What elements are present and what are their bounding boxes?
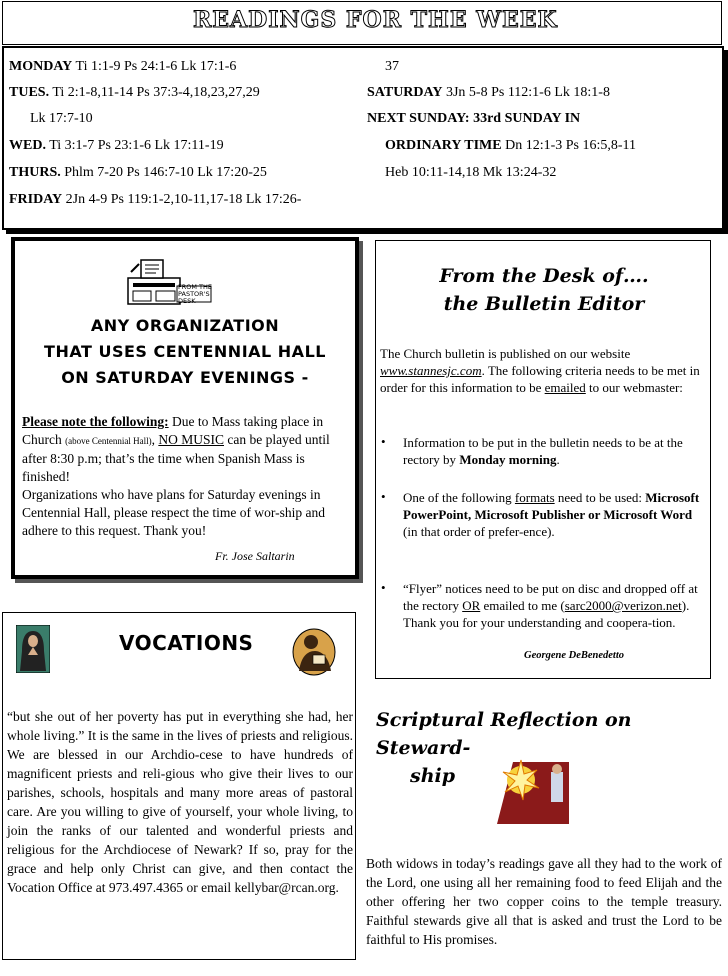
priest-reading-icon bbox=[291, 627, 337, 677]
editor-signature: Georgene DeBenedetto bbox=[524, 650, 625, 661]
pastor-notice-box bbox=[11, 237, 359, 579]
page-title: READINGS FOR THE WEEK bbox=[193, 7, 558, 33]
pastor-signature: Fr. Jose Saltarin bbox=[215, 549, 295, 563]
reflection-heading: Scriptural Reflection on Steward- ship bbox=[376, 709, 632, 787]
vocations-body: “but she out of her poverty has put in everything she had, her whole living.” It is the same in the lives of priests and religious. We are blessed in our Archdio-cese to have hundreds of magnificent priests and reli-gious who give their lives to our parishes, schools, hospitals and many more areas of pastoral care. Are you willing to give of yourself, your whole living, to join the ranks of our talented and wonderful priests and religious for the Archdiocese of Newark? If so, pray for the grace and help only Christ can give, and then contact the Vocation Office at 973.497.4365 or email kellybar@rcan.org. bbox=[7, 709, 353, 895]
day-label: TUES. bbox=[9, 85, 50, 100]
reading-tuesday-cont: Lk 17:7-10 bbox=[30, 111, 93, 126]
reflection-body: Both widows in today’s readings gave all they had to the work of the Lord, one using all her remaining food to feed Elijah and the other offering her two copper coins to the temple treasury. Faithful stewards give all that is asked and trust the Lord to be faithful to His promises. bbox=[366, 856, 722, 947]
bullet-icon: • bbox=[381, 489, 386, 504]
notice-lead: Please note the following: bbox=[22, 414, 169, 429]
day-label: MONDAY bbox=[9, 59, 73, 74]
pastor-notice-body: Please note the following: Due to Mass taking place in Church (above Centennial Hall), NO MUSIC can be played until after 8:30 p.m; that’s the time when Spanish Mass is finished! Organizations who have plans for Saturday evenings in Centennial Hall, please respect the time of wor-ship and adhere to this request. Thank you! bbox=[22, 413, 352, 540]
reading-saturday bbox=[367, 85, 610, 101]
reading-wednesday bbox=[9, 138, 224, 154]
reading-friday bbox=[9, 192, 301, 208]
editor-heading-line-2: the Bulletin Editor bbox=[443, 293, 645, 315]
reading-text: Ti 1:1-9 Ps 24:1-6 Lk 17:1-6 bbox=[72, 59, 237, 74]
day-label: FRIDAY bbox=[9, 192, 63, 207]
no-music-emphasis: NO MUSIC bbox=[158, 432, 224, 447]
bullet-icon: • bbox=[381, 580, 386, 595]
reading-text: Dn 12:1-3 Ps 16:5,8-11 bbox=[501, 138, 637, 153]
readings-box bbox=[2, 46, 724, 230]
reading-text: Ti 3:1-7 Ps 23:1-6 Lk 17:11-19 bbox=[45, 138, 224, 153]
reading-sunday-heading: NEXT SUNDAY: 33rd SUNDAY IN bbox=[367, 111, 581, 126]
bullet-icon: • bbox=[381, 434, 386, 449]
editor-item-formats: One of the following formats need to be used: Microsoft PowerPoint, Microsoft Publisher or Microsoft Word (in that order of prefer-ence). bbox=[403, 490, 700, 539]
praying-nun-icon bbox=[16, 625, 50, 673]
title-box bbox=[2, 1, 722, 45]
editor-intro: The Church bulletin is published on our website www.stannesjc.com. The following criteria needs to be met in order for this information to be emailed to our webmaster: bbox=[380, 346, 700, 395]
reading-tuesday bbox=[9, 85, 260, 101]
reading-text: Ti 2:1-8,11-14 Ps 37:3-4,18,23,27,29 bbox=[49, 85, 260, 100]
editor-thanks: Thank you for your understanding and coopera-tion. bbox=[403, 615, 676, 630]
reading-text: Phlm 7-20 Ps 146:7-10 Lk 17:20-25 bbox=[60, 165, 267, 180]
day-label: THURS. bbox=[9, 165, 61, 180]
bulletin-editor-box bbox=[375, 240, 711, 679]
reading-monday bbox=[9, 59, 236, 75]
day-label: ORDINARY TIME bbox=[385, 138, 502, 153]
editor-item-deadline: Information to be put in the bulletin needs to be at the rectory by Monday morning. bbox=[403, 435, 683, 467]
notice-paragraph-2: Organizations who have plans for Saturday evenings in Centennial Hall, please respect the time of wor-ship and adhere to this request. Thank you! bbox=[22, 487, 326, 538]
reading-sunday-cont: Heb 10:11-14,18 Mk 13:24-32 bbox=[385, 165, 557, 180]
pastor-heading-line-1: ANY ORGANIZATION bbox=[90, 316, 280, 335]
burning-bush-icon bbox=[493, 752, 573, 828]
reading-text: 2Jn 4-9 Ps 119:1-2,10-11,17-18 Lk 17:26- bbox=[62, 192, 302, 207]
pastor-heading-line-2: THAT USES CENTENNIAL HALL bbox=[44, 342, 326, 361]
reading-text: 3Jn 5-8 Ps 112:1-6 Lk 18:1-8 bbox=[442, 85, 610, 100]
vocations-heading: VOCATIONS bbox=[119, 631, 254, 655]
editor-item-flyer: “Flyer” notices need to be put on disc and dropped off at the rectory OR emailed to me (sarc2000@verizon.net). Thank you for your understanding and coopera-tion. bbox=[403, 580, 705, 631]
pastor-heading-line-3: ON SATURDAY EVENINGS - bbox=[61, 368, 309, 387]
website-link[interactable]: www.stannesjc.com bbox=[380, 363, 482, 378]
email-link[interactable]: sarc2000@verizon.net bbox=[564, 598, 682, 613]
day-label: WED. bbox=[9, 138, 46, 153]
logo-caption: FROM THE PASTOR'S DESK bbox=[178, 283, 213, 305]
reading-thursday bbox=[9, 165, 267, 181]
vocations-box bbox=[2, 612, 356, 960]
reading-friday-cont: 37 bbox=[385, 59, 399, 74]
day-label: SATURDAY bbox=[367, 85, 443, 100]
editor-heading-line-1: From the Desk of…. bbox=[439, 265, 649, 287]
reading-sunday bbox=[385, 138, 636, 154]
